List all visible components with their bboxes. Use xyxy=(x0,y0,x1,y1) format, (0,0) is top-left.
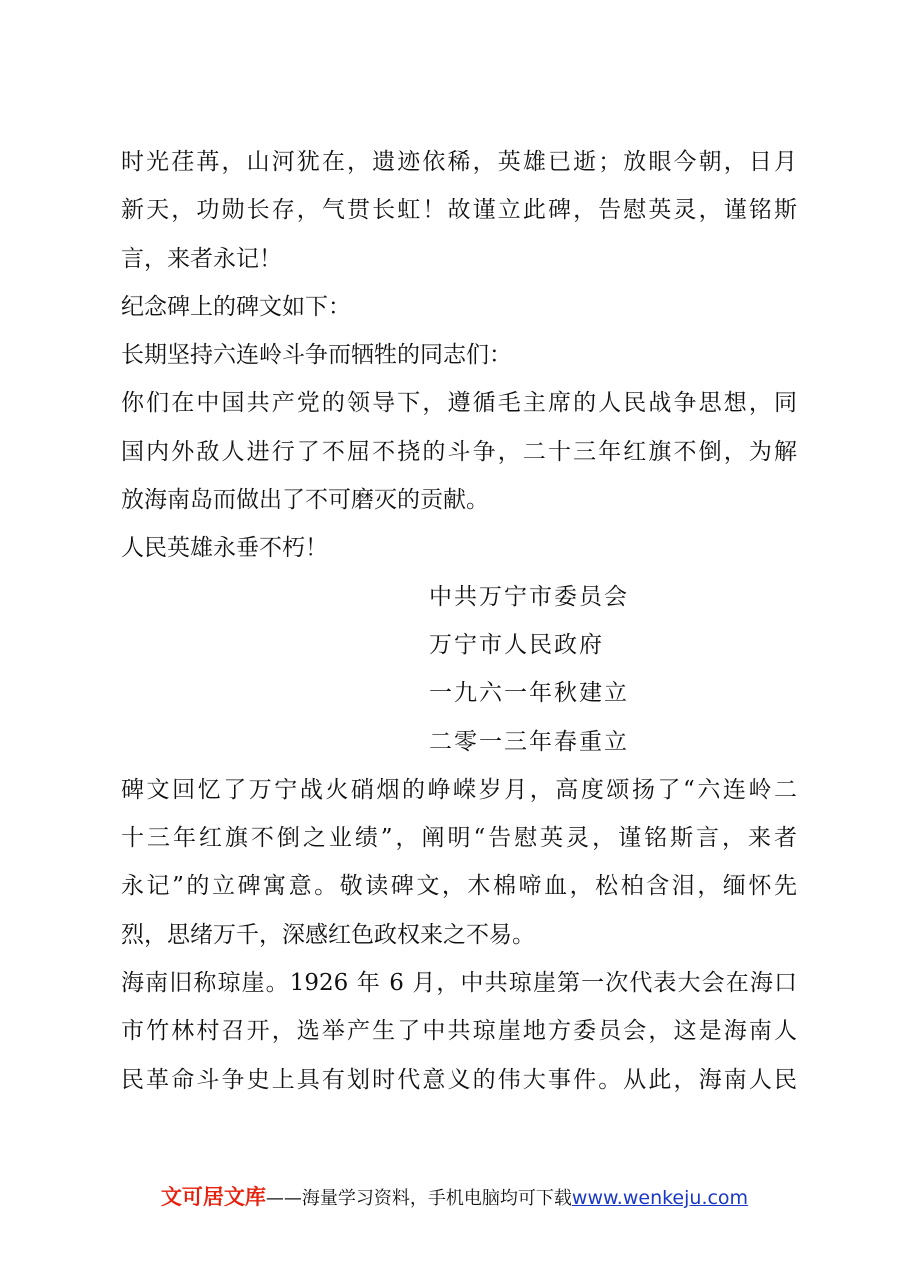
paragraph-line: 你们在中国共产党的领导下，遵循毛主席的人民战争思想，同 xyxy=(121,390,797,417)
paragraph-line: 国内外敌人进行了不屈不挠的斗争，二十三年红旗不倒，为解 xyxy=(121,438,797,465)
page-footer xyxy=(0,1181,909,1211)
paragraph-line: 人民英雄永垂不朽！ xyxy=(121,535,328,562)
paragraph-line: 碑文回忆了万宁战火硝烟的峥嵘岁月，高度颂扬了“六连岭二 xyxy=(121,776,797,803)
paragraph-line: 永记”的立碑寓意。敬读碑文，木棉啼血，松柏含泪，缅怀先 xyxy=(121,873,797,900)
paragraph-line: 时光荏苒，山河犹在，遗迹依稀，英雄已逝；放眼今朝，日月 xyxy=(121,149,797,175)
paragraph-line: 民革命斗争史上具有划时代意义的伟大事件。从此，海南人民 xyxy=(121,1066,797,1093)
paragraph-line: 十三年红旗不倒之业绩”，阐明“告慰英灵，谨铭斯言，来者 xyxy=(121,825,797,852)
footer-tagline: ——海量学习资料，手机电脑均可下载 xyxy=(265,1188,572,1209)
paragraph-line: 烈，思绪万千，深感红色政权来之不易。 xyxy=(121,921,535,948)
document-body xyxy=(121,138,797,1104)
footer-brand: 文可居文库 xyxy=(160,1185,266,1209)
paragraph-line: 长期坚持六连岭斗争而牺牲的同志们： xyxy=(121,342,512,369)
paragraph-line: 纪念碑上的碑文如下： xyxy=(121,293,351,320)
paragraph-line: 放海南岛而做出了不可磨灭的贡献。 xyxy=(121,487,489,514)
signature-line: 中共万宁市委员会 xyxy=(429,583,629,610)
paragraph-line: 新天，功勋长存，气贯长虹！故谨立此碑，告慰英灵，谨铭斯 xyxy=(121,197,797,224)
paragraph-line: 海南旧称琼崖。1926 年 6 月，中共琼崖第一次代表大会在海口 xyxy=(121,970,797,997)
footer-link[interactable]: www.wenkeju.com xyxy=(571,1187,749,1209)
paragraph-line: 言，来者永记！ xyxy=(121,245,282,272)
paragraph-line: 市竹林村召开，选举产生了中共琼崖地方委员会，这是海南人 xyxy=(121,1018,797,1045)
signature-line: 万宁市人民政府 xyxy=(429,631,604,658)
signature-line: 二零一三年春重立 xyxy=(429,728,629,755)
signature-line: 一九六一年秋建立 xyxy=(429,680,629,707)
